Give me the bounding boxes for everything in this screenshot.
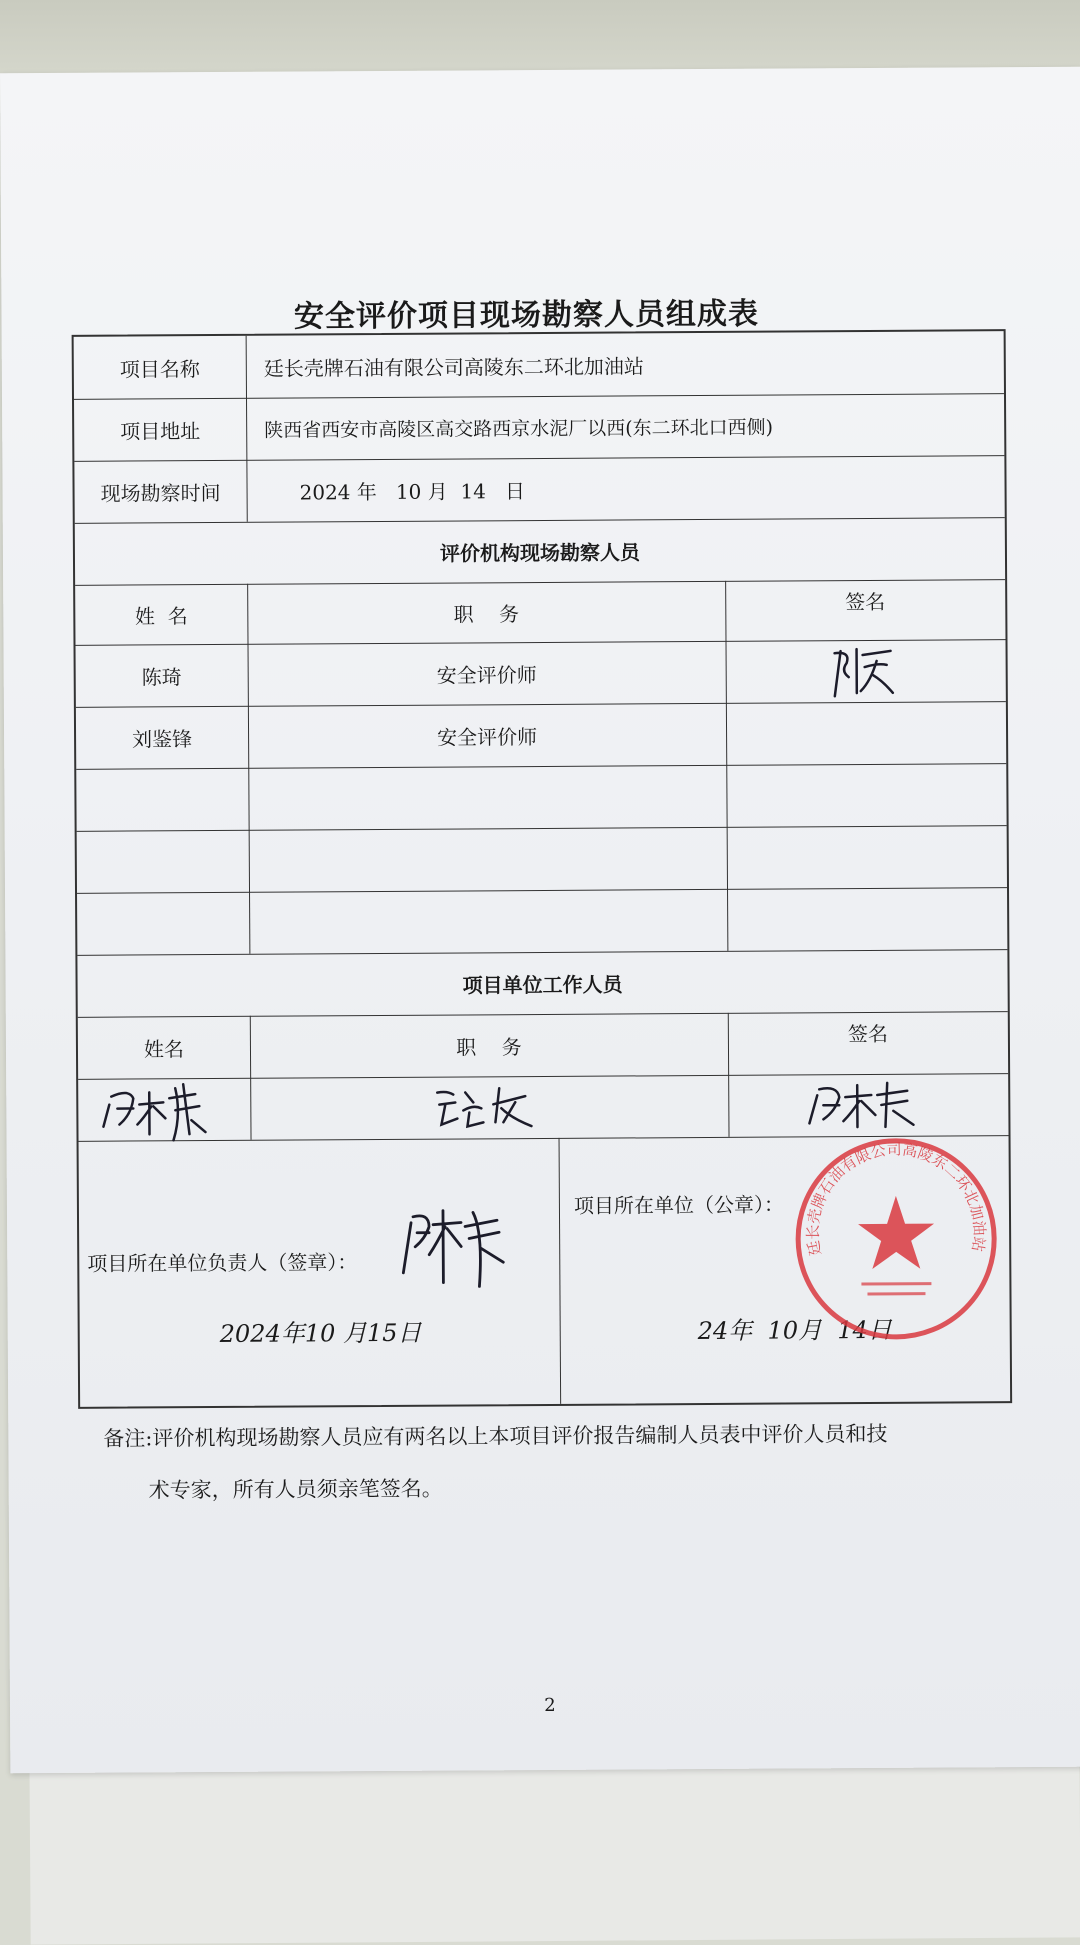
project-address-value: 陕西省西安市高陵区高交路西京水泥厂以西(东二环北口西侧): [264, 416, 774, 442]
survey-form-table: [72, 329, 1013, 1409]
evaluation-column-position: 职 务: [453, 601, 520, 627]
evaluation-row-position: 安全评价师: [437, 724, 538, 750]
evaluation-row-name: 陈琦: [141, 664, 182, 689]
evaluation-column-name: 姓 名: [134, 603, 188, 628]
handwritten-position: [250, 1075, 728, 1140]
footnote: [103, 1407, 1024, 1517]
project-name-label: 项目名称: [119, 356, 200, 382]
unit-column-signature: 签名: [847, 1021, 888, 1046]
document-title: 安全评价项目现场勘察人员组成表: [293, 296, 760, 335]
document-page: [0, 67, 1080, 1774]
official-seal-stamp: [791, 1133, 1002, 1348]
responsible-person-label: 项目所在单位负责人（签章）：: [87, 1249, 358, 1276]
evaluation-row-position: 安全评价师: [436, 662, 537, 688]
evaluation-row-name: 刘鉴锋: [132, 726, 193, 752]
survey-time-value: 2024 年 10 月 14 日: [299, 478, 526, 504]
unit-column-position: 职 务: [456, 1034, 522, 1060]
project-address-label: 项目地址: [120, 418, 201, 444]
evaluation-section-header: 评价机构现场勘察人员: [439, 539, 641, 566]
note-line-1: 备注:评价机构现场勘察人员应有两名以上本项目评价报告编制人员表中评价人员和技: [103, 1421, 888, 1451]
unit-section-header: 项目单位工作人员: [462, 972, 623, 997]
unit-seal-date: 24年 10月 14日: [697, 1315, 892, 1345]
handwritten-signature: [728, 1073, 1008, 1137]
responsible-person-date: 2024年10 月15日: [219, 1318, 422, 1348]
handwritten-signature: [78, 1078, 250, 1141]
handwritten-signature: [725, 639, 1005, 703]
survey-time-label: 现场勘察时间: [100, 480, 221, 506]
page-number: 2: [544, 1694, 556, 1717]
seal-text: 廷长壳牌石油有限公司高陵东二环北加油站: [804, 1140, 989, 1258]
project-name-value: 廷长壳牌石油有限公司高陵东二环北加油站: [263, 353, 644, 381]
note-line-2: 术专家，所有人员须亲笔签名。: [148, 1476, 443, 1503]
evaluation-column-signature: 签名: [845, 589, 886, 614]
unit-seal-label: 项目所在单位（公章）：: [573, 1192, 785, 1218]
handwritten-signature: [399, 1202, 540, 1293]
unit-column-name: 姓名: [143, 1036, 185, 1061]
